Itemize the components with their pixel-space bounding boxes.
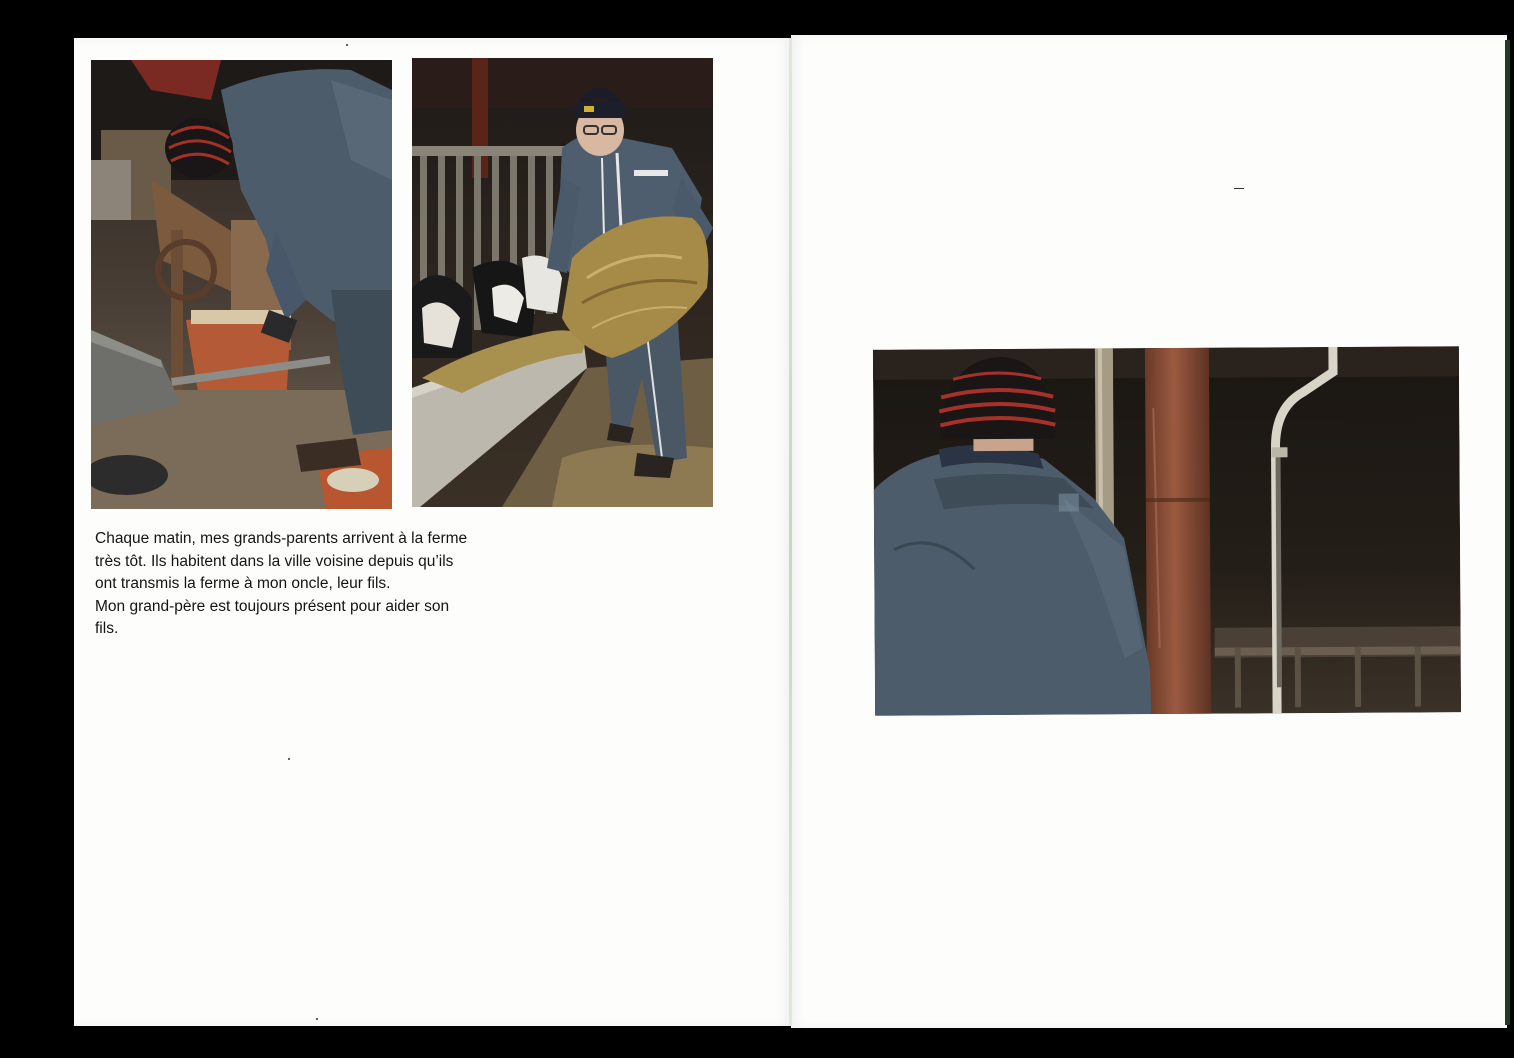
page-caption bbox=[95, 528, 545, 641]
caption-line-1: Chaque matin, mes grands-parents arrivent à la ferme bbox=[95, 530, 468, 547]
man-carrying-hay-photo bbox=[412, 58, 713, 507]
man-in-barn-back-view-photo bbox=[873, 346, 1461, 716]
book-gutter bbox=[789, 38, 792, 1026]
paper-speck bbox=[316, 1018, 318, 1020]
caption-line-5: fils. bbox=[95, 620, 119, 638]
paper-speck bbox=[288, 758, 290, 760]
man-at-machine-photo bbox=[91, 60, 392, 509]
cover-edge bbox=[1505, 40, 1510, 1025]
caption-line-4: Mon grand-père est toujours présent pour aider son bbox=[95, 597, 450, 615]
paper-speck bbox=[346, 44, 348, 46]
caption-line-2: très tôt. Ils habitent dans la ville voisine depuis qu’ils bbox=[95, 552, 454, 570]
paper-speck bbox=[1234, 188, 1244, 189]
caption-line-3: ont transmis la ferme à mon oncle, leur fils. bbox=[95, 575, 391, 593]
